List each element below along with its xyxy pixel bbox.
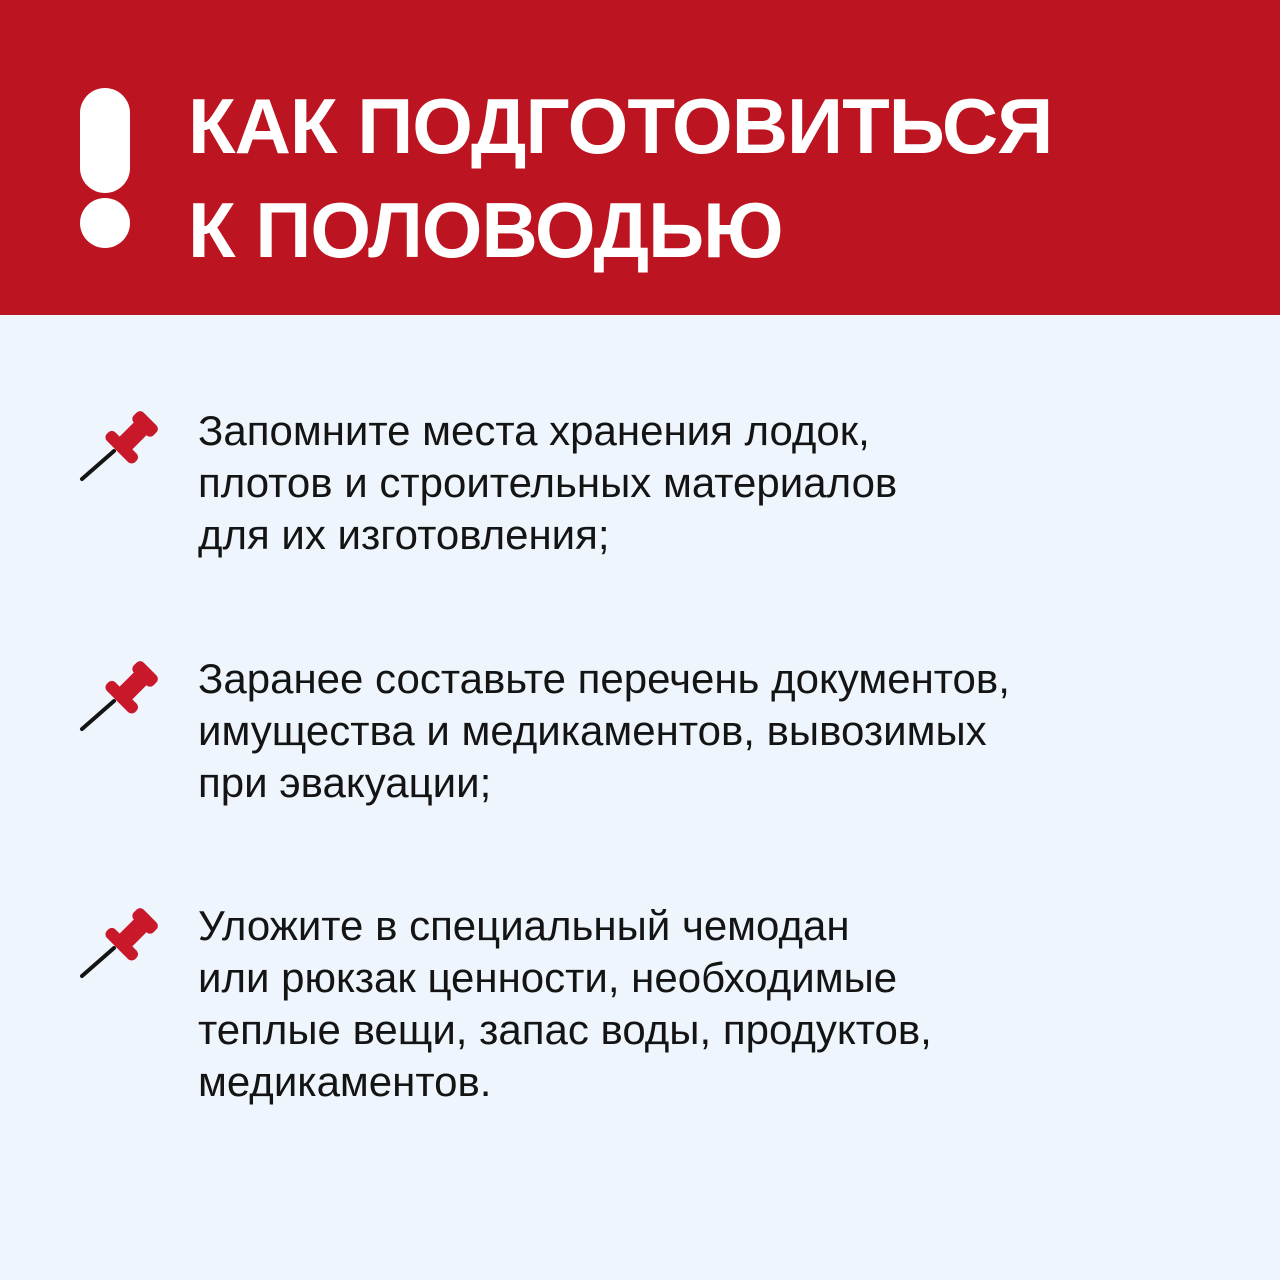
item-text-line: медикаментов. [198,1058,492,1105]
pushpin-icon [78,407,160,489]
pushpin-icon [78,904,160,986]
item-text-line: теплые вещи, запас воды, продуктов, [198,1006,932,1053]
item-text [198,405,1258,561]
title-line-2: К ПОЛОВОДЬЮ [188,186,783,274]
item-text-line: при эвакуации; [198,759,492,806]
item-text-line: плотов и строительных материалов [198,459,898,506]
item-text [198,653,1258,809]
header-banner [0,0,1280,315]
item-text [198,900,1258,1108]
item-text-line: Запомните места хранения лодок, [198,407,870,454]
item-text-line: или рюкзак ценности, необходимые [198,954,898,1001]
item-text-line: Заранее составьте перечень документов, [198,655,1010,702]
item-text-line: имущества и медикаментов, вывозимых [198,707,987,754]
exclamation-icon [80,88,130,248]
item-text-line: для их изготовления; [198,511,610,558]
page-title [188,74,1052,282]
pushpin-icon [78,657,160,739]
title-line-1: КАК ПОДГОТОВИТЬСЯ [188,82,1053,170]
item-text-line: Уложите в специальный чемодан [198,902,850,949]
